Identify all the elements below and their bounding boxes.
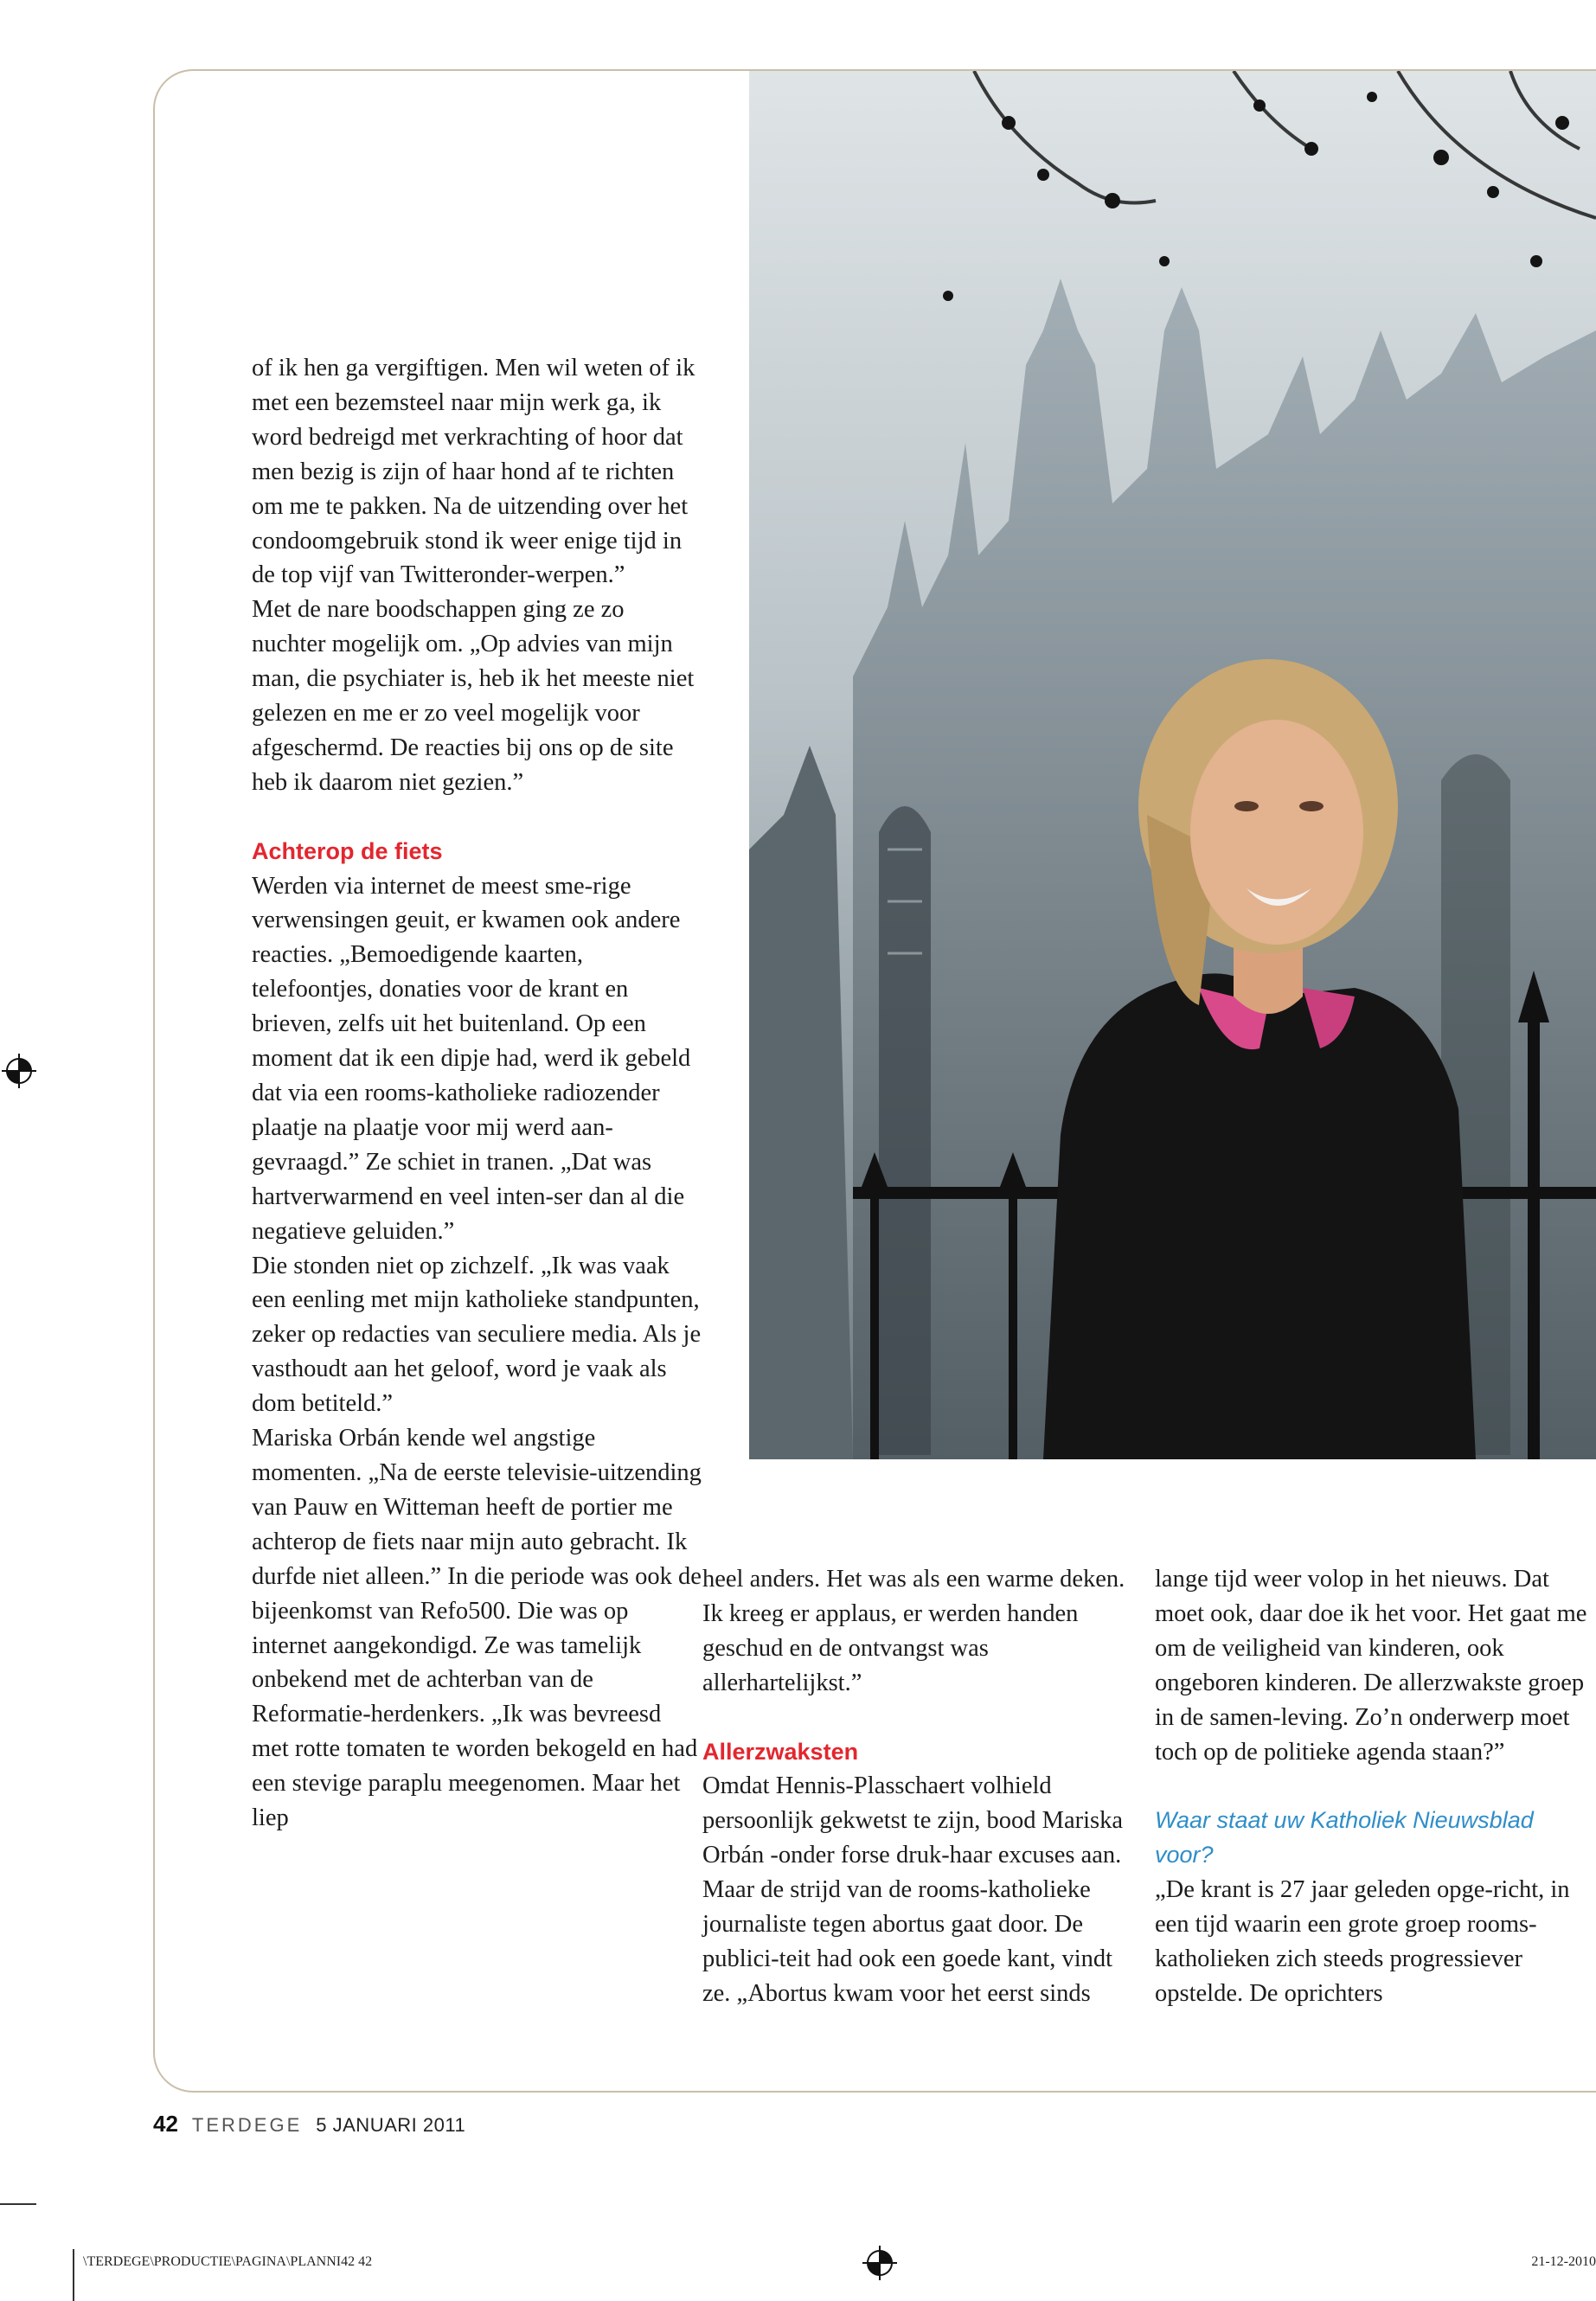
print-slug-date: 21-12-2010 xyxy=(1531,2254,1596,2269)
paragraph: „De krant is 27 jaar geleden opge-richt, in een tijd waarin een grote groep rooms-katholieken zich steeds progressiever opstelde. De oprichters xyxy=(1155,1876,1570,2007)
page-number: 42 xyxy=(153,2111,178,2137)
registration-mark-icon xyxy=(862,2246,897,2280)
issue-date: 5 JANUARI 2011 xyxy=(316,2114,466,2136)
article-column-1 xyxy=(252,351,702,1836)
paragraph: of ik hen ga vergiftigen. Men wil weten of ik met een bezemsteel naar mijn werk ga, ik word bedreigd met verkrachting of hoor dat men bezig is zijn of haar hond af te richten om me te pakken. Na de uitzending over het condoomgebruik stond ik weer enige tijd in de top vijf van Twitteronder-werpen.” xyxy=(252,355,695,589)
paragraph: Met de nare boodschappen ging ze zo nuchter mogelijk om. „Op advies van mijn man, die psychiater is, heb ik het meeste niet gelezen en me er zo veel mogelijk voor afgeschermd. De reacties bij ons op de site heb ik daarom niet gezien.” xyxy=(252,596,695,796)
crop-mark xyxy=(0,2203,36,2205)
magazine-name: TERDEGE xyxy=(191,2114,303,2136)
registration-mark-icon xyxy=(2,1054,36,1088)
article-photo xyxy=(749,71,1596,1459)
paragraph: lange tijd weer volop in het nieuws. Dat moet ook, daar doe ik het voor. Het gaat me om de veiligheid van kinderen, ook ongeboren kinderen. De allerzwakste groep in de samen-leving. Zo’n onderwerp moet toch op de politieke agenda staan?” xyxy=(1155,1566,1587,1766)
paragraph: Werden via internet de meest sme-rige verwensingen geuit, er kwamen ook andere reacties. „Bemoedigende kaarten, telefoontjes, donaties voor de krant en brieven, zelfs uit het buitenland. Op een moment dat ik een dipje had, werd ik gebeld dat via een rooms-katholieke radiozender plaatje na plaatje voor mij werd aan-gevraagd.” Ze schiet in tranen. „Dat was hartverwarmend en veel inten-ser dan al die negatieve geluiden.” xyxy=(252,872,691,1245)
article-column-2 xyxy=(702,1562,1135,2011)
page-footer xyxy=(153,2111,465,2138)
subheading-achterop-de-fiets: Achterop de fiets xyxy=(252,837,443,864)
paragraph: Omdat Hennis-Plasschaert volhield persoonlijk gekwetst te zijn, bood Mariska Orbán -onder forse druk-haar excuses aan. Maar de strijd van de rooms-katholieke journaliste tegen abortus gaat door. De publici-teit had ook een goede kant, vindt ze. „Abortus kwam voor het eerst sinds xyxy=(702,1772,1123,2007)
print-slug-path: \TERDEGE\PRODUCTIE\PAGINA\PLANNI42 42 xyxy=(83,2254,373,2269)
paragraph: Mariska Orbán kende wel angstige momenten. „Na de eerste televisie-uitzending van Pauw en Witteman heeft de portier me achterop de fiets naar mijn auto gebracht. Ik durfde niet alleen.” In die periode was ook de bijeenkomst van Refo500. Die was op internet aangekondigd. Ze was tamelijk onbekend met de achterban van de Reformatie-herdenkers. „Ik was bevreesd met rotte tomaten te worden bekogeld en had een stevige paraplu meegenomen. Maar het liep xyxy=(252,1425,702,1832)
interview-question: Waar staat uw Katholiek Nieuwsblad voor? xyxy=(1155,1807,1534,1868)
paragraph: Die stonden niet op zichzelf. „Ik was vaak een eenling met mijn katholieke standpunten, zeker op redacties van seculiere media. Als je vasthoudt aan het geloof, word je vaak als dom betiteld.” xyxy=(252,1252,702,1418)
article-column-3 xyxy=(1155,1562,1596,2011)
paragraph: heel anders. Het was als een warme deken. Ik kreeg er applaus, er werden handen geschud en de ontvangst was allerhartelijkst.” xyxy=(702,1566,1125,1696)
crop-mark xyxy=(73,2249,74,2301)
subheading-allerzwaksten: Allerzwaksten xyxy=(702,1738,859,1765)
